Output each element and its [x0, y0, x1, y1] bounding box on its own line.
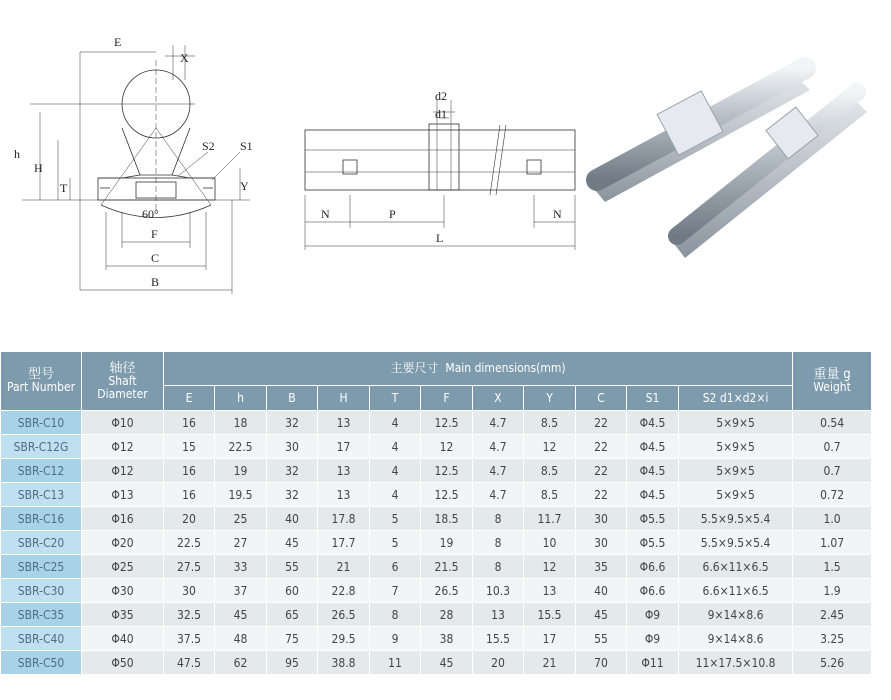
cell-x: 13	[473, 603, 524, 627]
cell-b: 32	[267, 459, 318, 483]
cell-h: 18	[215, 411, 267, 435]
cell-x: 15.5	[473, 627, 524, 651]
cell-s2: 5×9×5	[679, 435, 793, 459]
cell-f: 18.5	[421, 507, 473, 531]
cell-x: 8	[473, 531, 524, 555]
cell-weight: 1.07	[793, 531, 872, 555]
cell-b: 75	[267, 627, 318, 651]
cell-t: 9	[370, 627, 421, 651]
cell-f: 12.5	[421, 411, 473, 435]
header-dim-T: T	[370, 386, 421, 411]
cell-b: 30	[267, 435, 318, 459]
cell-t: 11	[370, 651, 421, 675]
cell-s2: 5.5×9.5×5.4	[679, 507, 793, 531]
cell-f: 12.5	[421, 483, 473, 507]
header-dim-C: C	[576, 386, 627, 411]
cell-h: 17	[318, 435, 370, 459]
header-dim-F: F	[421, 386, 473, 411]
cell-x: 8	[473, 507, 524, 531]
cell-h: 22.5	[215, 435, 267, 459]
cell-h: 17.8	[318, 507, 370, 531]
label-H: H	[34, 161, 43, 175]
side-view-drawing	[295, 0, 595, 260]
cell-e: 22.5	[164, 531, 215, 555]
cell-h: 26.5	[318, 603, 370, 627]
label-L: L	[436, 231, 444, 245]
cell-t: 8	[370, 603, 421, 627]
header-shaft-diameter: 轴径 Shaft Diameter	[82, 352, 164, 411]
table-row	[1, 411, 872, 435]
cell-b: 32	[267, 411, 318, 435]
cell-weight: 0.7	[793, 459, 872, 483]
header-dim-X: X	[473, 386, 524, 411]
cell-s2: 5.5×9.5×5.4	[679, 531, 793, 555]
label-h: h	[14, 147, 20, 161]
cell-part-number: SBR-C12	[1, 459, 82, 483]
cell-c: 22	[576, 435, 627, 459]
cell-c: 40	[576, 579, 627, 603]
cell-shaft: Φ50	[82, 651, 164, 675]
cell-e: 30	[164, 579, 215, 603]
cell-h: 48	[215, 627, 267, 651]
header-main-dimensions: 主要尺寸 Main dimensions(mm)	[164, 352, 793, 386]
cell-f: 12.5	[421, 459, 473, 483]
cell-weight: 0.72	[793, 483, 872, 507]
cell-shaft: Φ30	[82, 579, 164, 603]
header-dim-S2: S2 d1×d2×i	[679, 386, 793, 411]
cell-s1: Φ9	[627, 603, 679, 627]
cell-t: 5	[370, 507, 421, 531]
cell-s1: Φ11	[627, 651, 679, 675]
cell-e: 47.5	[164, 651, 215, 675]
label-d2: d2	[435, 89, 447, 103]
header-dim-E: E	[164, 386, 215, 411]
cell-t: 5	[370, 531, 421, 555]
cell-s2: 9×14×8.6	[679, 627, 793, 651]
cell-c: 70	[576, 651, 627, 675]
cell-t: 4	[370, 483, 421, 507]
table-row	[1, 651, 872, 675]
cell-weight: 0.54	[793, 411, 872, 435]
cell-part-number: SBR-C50	[1, 651, 82, 675]
cell-f: 26.5	[421, 579, 473, 603]
cell-part-number: SBR-C35	[1, 603, 82, 627]
cell-shaft: Φ20	[82, 531, 164, 555]
technical-drawings	[0, 0, 891, 340]
label-T: T	[60, 181, 68, 195]
cell-h: 38.8	[318, 651, 370, 675]
cell-s1: Φ5.5	[627, 531, 679, 555]
cell-shaft: Φ25	[82, 555, 164, 579]
cell-shaft: Φ16	[82, 507, 164, 531]
cell-x: 4.7	[473, 435, 524, 459]
cell-h: 19	[215, 459, 267, 483]
linear-rail-photo-icon	[585, 40, 885, 300]
cell-f: 19	[421, 531, 473, 555]
cell-c: 30	[576, 531, 627, 555]
cell-f: 38	[421, 627, 473, 651]
cell-shaft: Φ40	[82, 627, 164, 651]
cell-h: 45	[215, 603, 267, 627]
cell-c: 22	[576, 459, 627, 483]
cell-s1: Φ4.5	[627, 435, 679, 459]
cell-e: 16	[164, 459, 215, 483]
cell-e: 32.5	[164, 603, 215, 627]
cell-h: 29.5	[318, 627, 370, 651]
specification-table	[0, 351, 872, 675]
table-row	[1, 579, 872, 603]
label-S2: S2	[202, 139, 215, 153]
cell-weight: 1.9	[793, 579, 872, 603]
table-row	[1, 531, 872, 555]
cell-e: 16	[164, 483, 215, 507]
cell-t: 4	[370, 435, 421, 459]
cell-h: 21	[318, 555, 370, 579]
cell-s1: Φ9	[627, 627, 679, 651]
table-row	[1, 483, 872, 507]
cell-f: 45	[421, 651, 473, 675]
cell-x: 10.3	[473, 579, 524, 603]
cell-b: 45	[267, 531, 318, 555]
cell-h: 17.7	[318, 531, 370, 555]
cell-t: 6	[370, 555, 421, 579]
cell-e: 37.5	[164, 627, 215, 651]
cell-part-number: SBR-C16	[1, 507, 82, 531]
label-P: P	[389, 207, 396, 221]
cell-weight: 2.45	[793, 603, 872, 627]
cell-h: 13	[318, 483, 370, 507]
cell-shaft: Φ13	[82, 483, 164, 507]
cell-weight: 0.7	[793, 435, 872, 459]
cell-f: 21.5	[421, 555, 473, 579]
header-part-number: 型号 Part Number	[1, 352, 82, 411]
label-C: C	[151, 251, 160, 265]
header-dim-S1: S1	[627, 386, 679, 411]
cell-f: 28	[421, 603, 473, 627]
cell-b: 32	[267, 483, 318, 507]
cell-part-number: SBR-C20	[1, 531, 82, 555]
cell-s1: Φ6.6	[627, 579, 679, 603]
cell-y: 13	[524, 579, 576, 603]
cell-s1: Φ4.5	[627, 459, 679, 483]
cell-b: 40	[267, 507, 318, 531]
label-Y: Y	[240, 179, 249, 193]
cell-e: 27.5	[164, 555, 215, 579]
cell-s1: Φ4.5	[627, 411, 679, 435]
table-row	[1, 627, 872, 651]
table-row	[1, 555, 872, 579]
cell-b: 60	[267, 579, 318, 603]
cell-h: 19.5	[215, 483, 267, 507]
cell-y: 12	[524, 435, 576, 459]
cell-x: 8	[473, 555, 524, 579]
label-X: X	[180, 51, 189, 65]
cell-y: 17	[524, 627, 576, 651]
header-dim-B: B	[267, 386, 318, 411]
cell-t: 4	[370, 411, 421, 435]
cell-y: 10	[524, 531, 576, 555]
header-dim-Y: Y	[524, 386, 576, 411]
cell-s2: 5×9×5	[679, 459, 793, 483]
cell-x: 4.7	[473, 459, 524, 483]
cell-part-number: SBR-C12G	[1, 435, 82, 459]
cell-s2: 6.6×11×6.5	[679, 555, 793, 579]
table-row	[1, 459, 872, 483]
label-d1: d1	[435, 107, 447, 121]
cell-f: 12	[421, 435, 473, 459]
cell-part-number: SBR-C30	[1, 579, 82, 603]
cell-h: 13	[318, 459, 370, 483]
cell-shaft: Φ12	[82, 459, 164, 483]
cell-t: 7	[370, 579, 421, 603]
cell-e: 15	[164, 435, 215, 459]
cell-y: 11.7	[524, 507, 576, 531]
cell-s2: 5×9×5	[679, 483, 793, 507]
cell-s1: Φ4.5	[627, 483, 679, 507]
table-row	[1, 435, 872, 459]
cell-shaft: Φ10	[82, 411, 164, 435]
cell-y: 12	[524, 555, 576, 579]
label-N-right: N	[553, 207, 562, 221]
table-row	[1, 603, 872, 627]
cell-h: 27	[215, 531, 267, 555]
cell-part-number: SBR-C40	[1, 627, 82, 651]
header-dim-h: h	[215, 386, 267, 411]
label-angle: 60°	[142, 207, 159, 221]
cell-shaft: Φ35	[82, 603, 164, 627]
cell-s2: 6.6×11×6.5	[679, 579, 793, 603]
cell-shaft: Φ12	[82, 435, 164, 459]
label-F: F	[151, 227, 158, 241]
cell-c: 30	[576, 507, 627, 531]
header-weight: 重量 g Weight	[793, 352, 872, 411]
cell-y: 8.5	[524, 483, 576, 507]
header-dim-H: H	[318, 386, 370, 411]
cell-c: 22	[576, 483, 627, 507]
cell-e: 16	[164, 411, 215, 435]
cell-s1: Φ5.5	[627, 507, 679, 531]
cell-part-number: SBR-C13	[1, 483, 82, 507]
cell-weight: 3.25	[793, 627, 872, 651]
cell-c: 35	[576, 555, 627, 579]
cell-weight: 1.0	[793, 507, 872, 531]
cell-h: 25	[215, 507, 267, 531]
cell-part-number: SBR-C10	[1, 411, 82, 435]
cell-y: 8.5	[524, 411, 576, 435]
cell-weight: 5.26	[793, 651, 872, 675]
label-E: E	[114, 35, 122, 49]
cell-x: 20	[473, 651, 524, 675]
cell-b: 55	[267, 555, 318, 579]
cell-c: 22	[576, 411, 627, 435]
cell-y: 8.5	[524, 459, 576, 483]
label-N-left: N	[321, 207, 330, 221]
label-B: B	[151, 275, 160, 289]
cell-c: 55	[576, 627, 627, 651]
cell-weight: 1.5	[793, 555, 872, 579]
cross-section-drawing	[0, 0, 260, 300]
cell-x: 4.7	[473, 411, 524, 435]
cell-b: 95	[267, 651, 318, 675]
cell-e: 20	[164, 507, 215, 531]
cell-part-number: SBR-C25	[1, 555, 82, 579]
cell-s1: Φ6.6	[627, 555, 679, 579]
cell-s2: 9×14×8.6	[679, 603, 793, 627]
cell-h: 62	[215, 651, 267, 675]
label-S1: S1	[240, 139, 253, 153]
cell-y: 15.5	[524, 603, 576, 627]
cell-h: 13	[318, 411, 370, 435]
cell-x: 4.7	[473, 483, 524, 507]
cell-h: 22.8	[318, 579, 370, 603]
cell-s2: 11×17.5×10.8	[679, 651, 793, 675]
table-row	[1, 507, 872, 531]
cell-h: 37	[215, 579, 267, 603]
cell-h: 33	[215, 555, 267, 579]
cell-c: 45	[576, 603, 627, 627]
cell-b: 65	[267, 603, 318, 627]
cell-y: 21	[524, 651, 576, 675]
cell-t: 4	[370, 459, 421, 483]
cell-s2: 5×9×5	[679, 411, 793, 435]
